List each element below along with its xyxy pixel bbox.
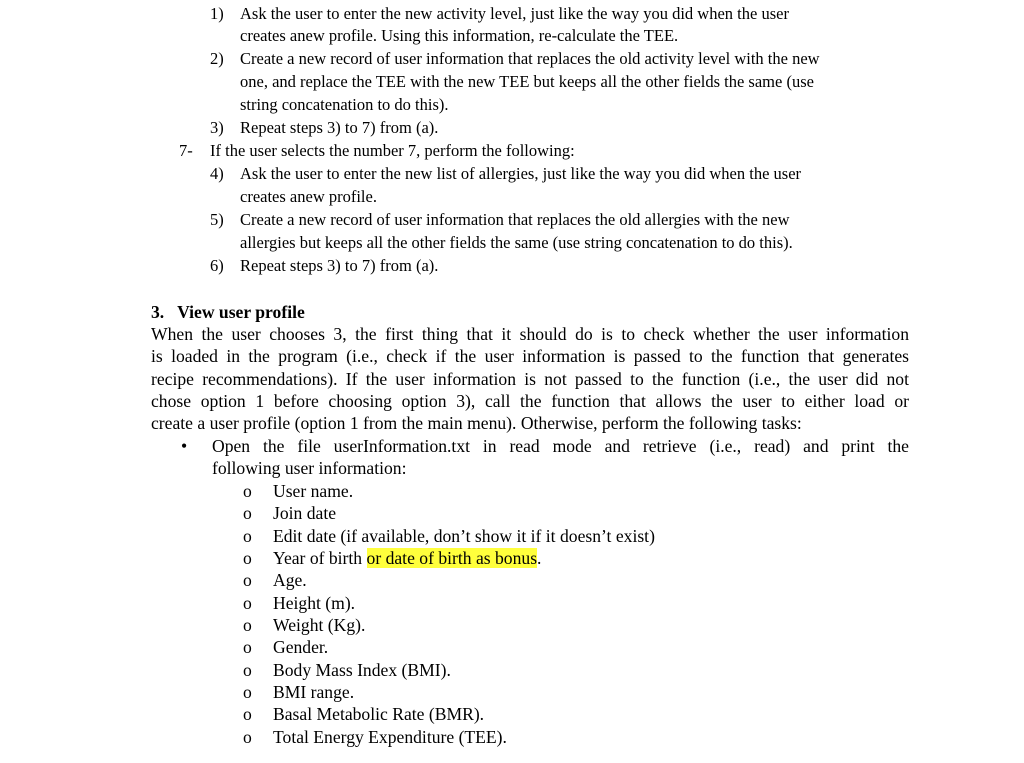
step-text: allergies but keeps all the other fields the same (use string concatenation to do this). [240,233,793,252]
step-number: 6) [210,256,224,275]
sub-bullet-icon: o [243,615,252,635]
paragraph-line: create a user profile (option 1 from the main menu). Otherwise, perform the following tasks: [151,413,802,433]
sub-bullet-icon: o [243,593,252,613]
item-number: 7- [179,141,193,160]
step-text: Create a new record of user information that replaces the old activity level with the new [240,49,820,68]
sub-item: Body Mass Index (BMI). [273,660,451,680]
sub-item [273,547,541,569]
sub-item-text: Year of birth [273,548,367,568]
sub-bullet-icon: o [243,637,252,657]
step-text: Create a new record of user information that replaces the old allergies with the new [240,210,790,229]
step-text: Ask the user to enter the new list of allergies, just like the way you did when the user [240,164,802,183]
sub-item: Weight (Kg). [273,615,366,635]
sub-item: Gender. [273,637,329,657]
bullet-text: Open the file userInformation.txt in read mode and retrieve (i.e., read) and print the [212,436,909,456]
paragraph-line: recipe recommendations). If the user information is not passed to the function (i.e., the user did not [151,369,909,389]
step-text: Repeat steps 3) to 7) from (a). [240,118,439,137]
sub-bullet-icon: o [243,548,252,568]
step-text: Ask the user to enter the new activity level, just like the way you did when the user [240,4,789,23]
sub-bullet-icon: o [243,526,252,546]
step-text: string concatenation to do this). [240,95,449,114]
step-number: 4) [210,164,224,183]
step-number: 2) [210,49,224,68]
step-text: one, and replace the TEE with the new TEE but keeps all the other fields the same (use [240,72,814,91]
sub-bullet-icon: o [243,727,252,747]
step-text: Repeat steps 3) to 7) from (a). [240,256,439,275]
sub-bullet-icon: o [243,682,252,702]
step-number: 1) [210,4,224,23]
paragraph-line: is loaded in the program (i.e., check if the user information is passed to the function that generates [151,346,909,366]
step-text: creates anew profile. Using this information, re-calculate the TEE. [240,26,679,45]
sub-bullet-icon: o [243,660,252,680]
sub-item: Basal Metabolic Rate (BMR). [273,704,485,724]
sub-bullet-icon: o [243,481,252,501]
sub-item: Age. [273,570,307,590]
sub-bullet-icon: o [243,503,252,523]
item-text: If the user selects the number 7, perform the following: [210,141,575,160]
sub-item: Join date [273,503,337,523]
sub-item: Edit date (if available, don’t show it if it doesn’t exist) [273,526,655,546]
step-number: 3) [210,118,224,137]
sub-item: Height (m). [273,593,356,613]
step-text: creates anew profile. [240,187,377,206]
paragraph-line: When the user chooses 3, the first thing that it should do is to check whether the user information [151,324,909,344]
highlighted-text: or date of birth as bonus [366,548,538,568]
sub-bullet-icon: o [243,570,252,590]
sub-item: User name. [273,481,354,501]
sub-item: BMI range. [273,682,355,702]
bullet-icon: • [181,436,188,456]
bullet-text: following user information: [212,458,407,478]
sub-item-suffix: . [537,548,542,568]
sub-item: Total Energy Expenditure (TEE). [273,727,507,747]
sub-bullet-icon: o [243,704,252,724]
step-number: 5) [210,210,224,229]
section-heading: 3. View user profile [151,302,305,322]
paragraph-line: chose option 1 before choosing option 3), call the function that allows the user to either load or [151,391,909,411]
